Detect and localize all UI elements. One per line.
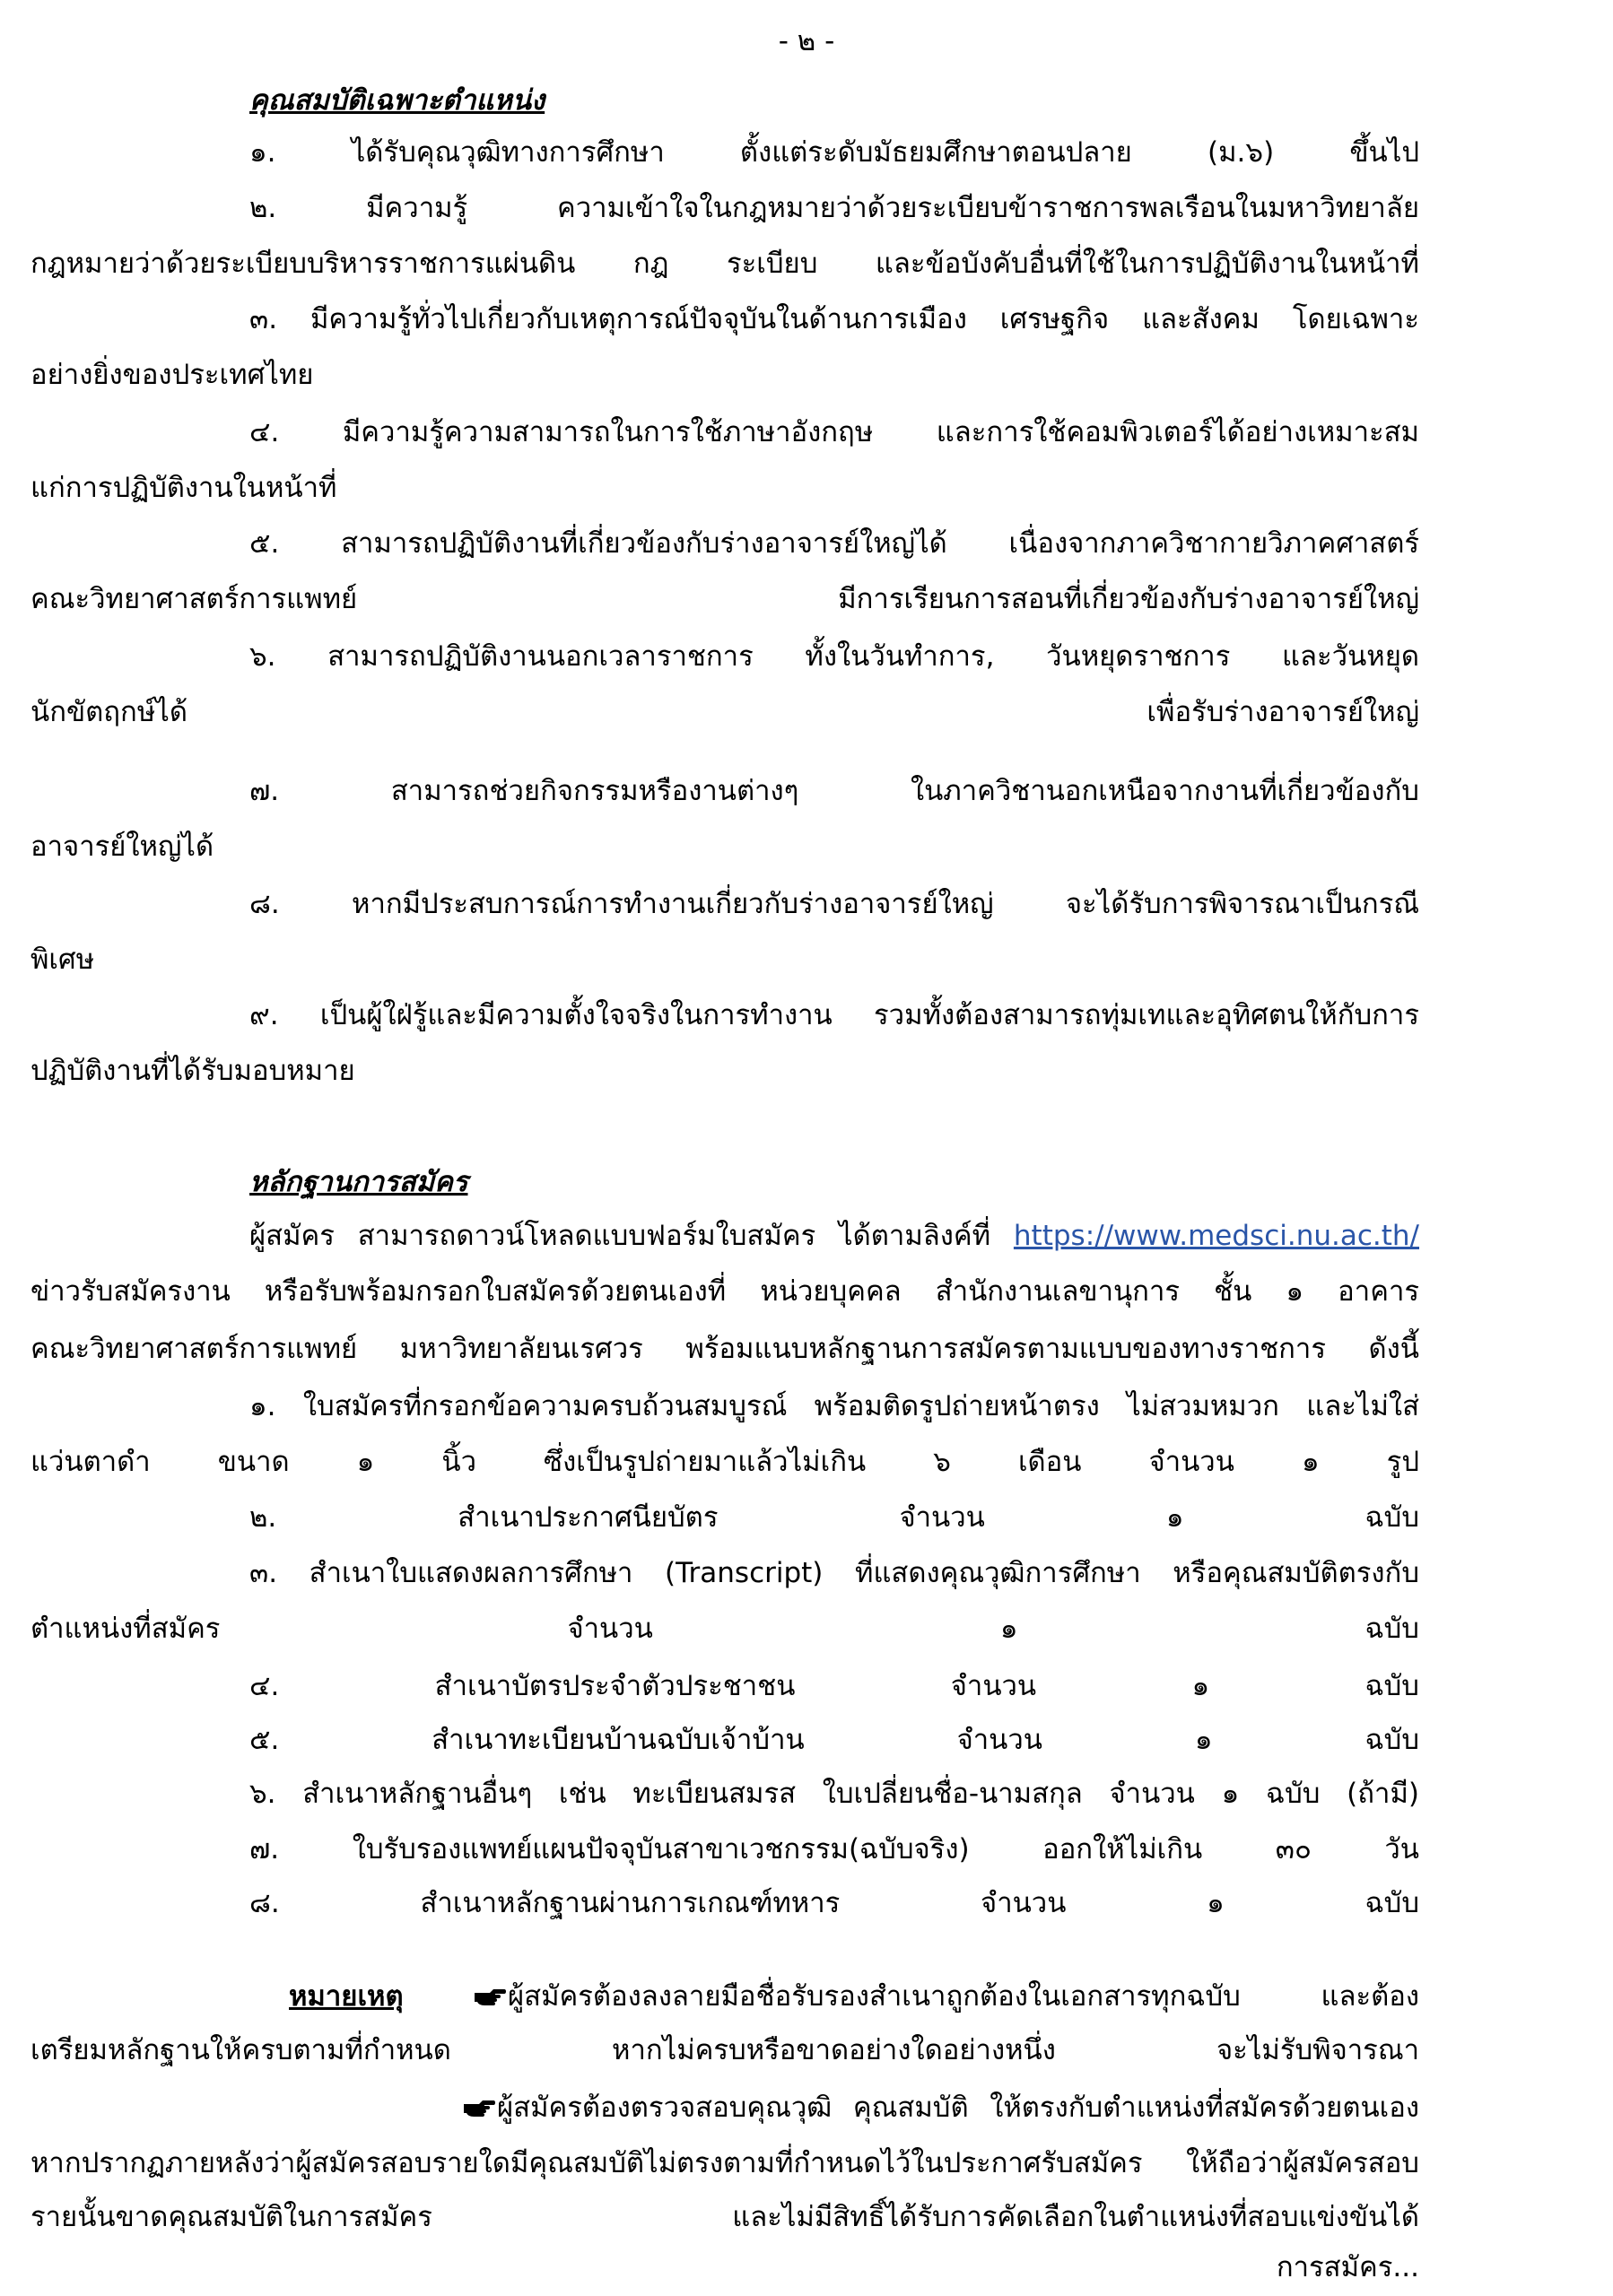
evidence-intro-line-2: ข่าวรับสมัครงาน หรือรับพร้อมกรอกใบสมัครด้วยตนเองที่ หน่วยบุคคล สำนักงานเลขานุการ ชั้น ๑ อาคาร [31, 1275, 1419, 1308]
qualification-item-1: ๑. ได้รับคุณวุฒิทางการศึกษา ตั้งแต่ระดับมัธยมศึกษาตอนปลาย (ม.๖) ขึ้นไป [249, 136, 1419, 169]
note-2 [463, 2090, 1419, 2126]
qualification-item-3-cont: อย่างยิ่งของประเทศไทย [31, 359, 314, 391]
qualification-item-4: ๔. มีความรู้ความสามารถในการใช้ภาษาอังกฤษ และการใช้คอมพิวเตอร์ได้อย่างเหมาะสม [249, 416, 1419, 448]
evidence-item-7: ๗. ใบรับรองแพทย์แผนปัจจุบันสาขาเวชกรรม(ฉบับจริง) ออกให้ไม่เกิน ๓๐ วัน [249, 1833, 1419, 1866]
qualification-item-8: ๘. หากมีประสบการณ์การทำงานเกี่ยวกับร่างอาจารย์ใหญ่ จะได้รับการพิจารณาเป็นกรณี [249, 888, 1419, 920]
pointing-hand-icon [474, 1985, 506, 2008]
continuation-text: การสมัคร... [1276, 2251, 1419, 2283]
evidence-item-1-cont: แว่นตาดำ ขนาด ๑ นิ้ว ซึ่งเป็นรูปถ่ายมาแล้วไม่เกิน ๖ เดือน จำนวน ๑ รูป [31, 1446, 1419, 1478]
qualification-item-2: ๒. มีความรู้ ความเข้าใจในกฎหมายว่าด้วยระเบียบข้าราชการพลเรือนในมหาวิทยาลัย [249, 192, 1419, 224]
evidence-item-8: ๘. สำเนาหลักฐานผ่านการเกณฑ์ทหาร จำนวน ๑ ฉบับ [249, 1887, 1419, 1919]
qualification-item-2-cont: กฎหมายว่าด้วยระเบียบบริหารราชการแผ่นดิน กฎ ระเบียบ และข้อบังคับอื่นที่ใช้ในการปฏิบัติงานในหน้าที่ [31, 248, 1419, 280]
qualification-item-6: ๖. สามารถปฏิบัติงานนอกเวลาราชการ ทั้งในวันทำการ, วันหยุดราชการ และวันหยุด [249, 640, 1419, 673]
evidence-item-1: ๑. ใบสมัครที่กรอกข้อความครบถ้วนสมบูรณ์ พร้อมติดรูปถ่ายหน้าตรง ไม่สวมหมวก และไม่ใส่ [249, 1390, 1419, 1422]
page-number: - ๒ - [778, 25, 835, 57]
qualification-item-7: ๗. สามารถช่วยกิจกรรมหรืองานต่างๆ ในภาควิชานอกเหนือจากงานที่เกี่ยวข้องกับ [249, 775, 1419, 807]
evidence-intro-line-3: คณะวิทยาศาสตร์การแพทย์ มหาวิทยาลัยนเรศวร พร้อมแนบหลักฐานการสมัครตามแบบของทางราชการ ดังนี้ [31, 1333, 1419, 1365]
qualification-item-5-cont: คณะวิทยาศาสตร์การแพทย์ มีการเรียนการสอนที่เกี่ยวข้องกับร่างอาจารย์ใหญ่ [31, 583, 1419, 615]
note-2-line-1: ผู้สมัครต้องตรวจสอบคุณวุฒิ คุณสมบัติ ให้ตรงกับตำแหน่งที่สมัครด้วยตนเอง [497, 2092, 1419, 2124]
qualification-item-9: ๙. เป็นผู้ใฝ่รู้และมีความตั้งใจจริงในการทำงาน รวมทั้งต้องสามารถทุ่มเทและอุทิศตนให้กับการ [249, 999, 1419, 1031]
note-1 [474, 1979, 1419, 2014]
evidence-item-3-cont: ตำแหน่งที่สมัคร จำนวน ๑ ฉบับ [31, 1613, 1419, 1645]
note-2-line-3: รายนั้นขาดคุณสมบัติในการสมัคร และไม่มีสิทธิ์ได้รับการคัดเลือกในตำแหน่งที่สอบแข่งขันได้ [31, 2201, 1419, 2233]
pointing-hand-icon [463, 2096, 495, 2119]
evidence-item-5: ๕. สำเนาทะเบียนบ้านฉบับเจ้าบ้าน จำนวน ๑ ฉบับ [249, 1724, 1419, 1756]
evidence-heading: หลักฐานการสมัคร [249, 1166, 468, 1198]
evidence-intro-text: ผู้สมัคร สามารถดาวน์โหลดแบบฟอร์มใบสมัคร ได้ตามลิงค์ที่ [249, 1220, 991, 1252]
evidence-item-3: ๓. สำเนาใบแสดงผลการศึกษา (Transcript) ที่แสดงคุณวุฒิการศึกษา หรือคุณสมบัติตรงกับ [249, 1557, 1419, 1589]
qualification-item-4-cont: แก่การปฏิบัติงานในหน้าที่ [31, 472, 337, 504]
qualification-item-8-cont: พิเศษ [31, 944, 95, 976]
evidence-item-4: ๔. สำเนาบัตรประจำตัวประชาชน จำนวน ๑ ฉบับ [249, 1670, 1419, 1702]
qualifications-heading: คุณสมบัติเฉพาะตำแหน่ง [249, 84, 545, 117]
application-form-link[interactable]: https://www.medsci.nu.ac.th/ [1013, 1220, 1419, 1252]
note-1-line-2: เตรียมหลักฐานให้ครบตามที่กำหนด หากไม่ครบหรือขาดอย่างใดอย่างหนึ่ง จะไม่รับพิจารณา [31, 2034, 1419, 2066]
notes-label: หมายเหตุ [289, 1980, 404, 2013]
note-2-line-2: หากปรากฏภายหลังว่าผู้สมัครสอบรายใดมีคุณสมบัติไม่ตรงตามที่กำหนดไว้ในประกาศรับสมัคร ให้ถือว่าผู้สมัครสอบ [31, 2147, 1419, 2179]
note-1-line-1: ผู้สมัครต้องลงลายมือชื่อรับรองสำเนาถูกต้องในเอกสารทุกฉบับ และต้อง [508, 1980, 1419, 2013]
qualification-item-5: ๕. สามารถปฏิบัติงานที่เกี่ยวข้องกับร่างอาจารย์ใหญ่ได้ เนื่องจากภาควิชากายวิภาคศาสตร์ [249, 527, 1419, 560]
qualification-item-3: ๓. มีความรู้ทั่วไปเกี่ยวกับเหตุการณ์ปัจจุบันในด้านการเมือง เศรษฐกิจ และสังคม โดยเฉพาะ [249, 303, 1419, 335]
evidence-item-2: ๒. สำเนาประกาศนียบัตร จำนวน ๑ ฉบับ [249, 1501, 1419, 1534]
evidence-intro [249, 1218, 1419, 1254]
qualification-item-7-cont: อาจารย์ใหญ่ได้ [31, 831, 214, 863]
qualification-item-6-cont: นักขัตฤกษ์ได้ เพื่อรับร่างอาจารย์ใหญ่ [31, 696, 1419, 728]
evidence-item-6: ๖. สำเนาหลักฐานอื่นๆ เช่น ทะเบียนสมรส ใบเปลี่ยนชื่อ-นามสกุล จำนวน ๑ ฉบับ (ถ้ามี) [249, 1778, 1419, 1810]
qualification-item-9-cont: ปฏิบัติงานที่ได้รับมอบหมาย [31, 1055, 355, 1087]
